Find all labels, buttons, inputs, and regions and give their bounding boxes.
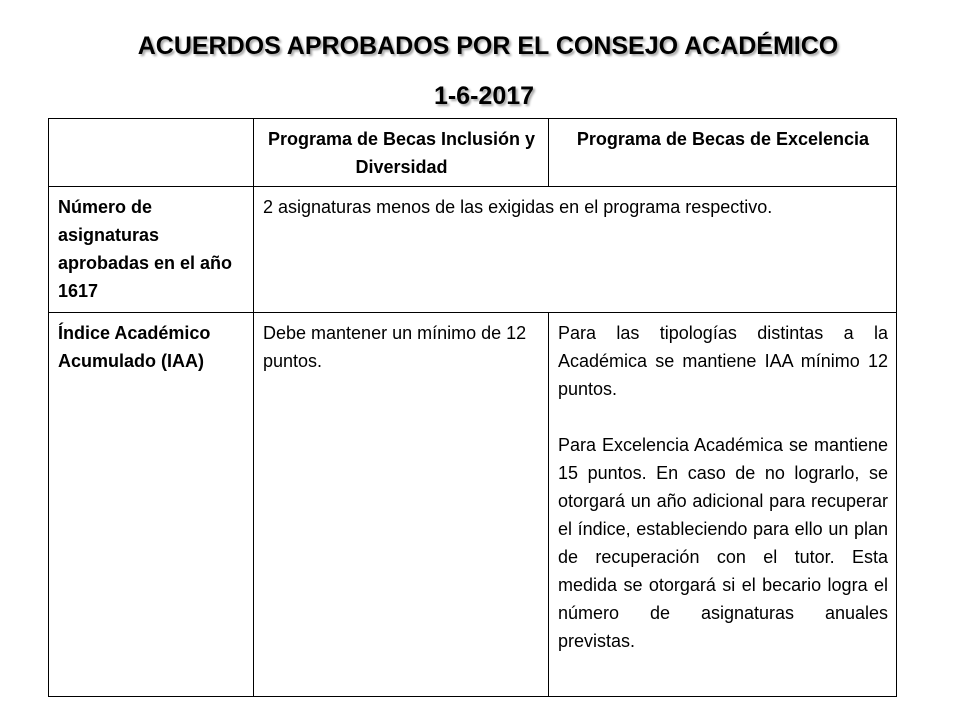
table-header-row xyxy=(49,119,897,187)
document-title: ACUERDOS APROBADOS POR EL CONSEJO ACADÉMICO xyxy=(137,32,839,60)
row-label-subjects: Número de asignaturas aprobadas en el año 1617 xyxy=(49,187,254,313)
document-date: 1-6-2017 xyxy=(433,82,535,110)
header-inclusion-program: Programa de Becas Inclusión y Diversidad xyxy=(254,119,549,187)
header-excellence-program: Programa de Becas de Excelencia xyxy=(549,119,897,187)
header-empty-cell xyxy=(49,119,254,187)
cell-iaa-excellence xyxy=(549,313,897,697)
iaa-excellence-paragraph-1: Para las tipologías distintas a la Académica se mantiene IAA mínimo 12 puntos. xyxy=(558,323,888,399)
agreements-table xyxy=(48,118,897,697)
cell-iaa-inclusion: Debe mantener un mínimo de 12 puntos. xyxy=(254,313,549,697)
table-row xyxy=(49,187,897,313)
table-row xyxy=(49,313,897,697)
iaa-excellence-paragraph-2: Para Excelencia Académica se mantiene 15 puntos. En caso de no lograrlo, se otorgará un año adicional para recuperar el índice, estableciendo para ello un plan de recuperación con el tutor. Esta medida se otorgará si el becario logra el número de asignaturas anuales previstas. xyxy=(558,435,888,651)
cell-subjects-both-programs: 2 asignaturas menos de las exigidas en el programa respectivo. xyxy=(254,187,897,313)
row-label-iaa: Índice Académico Acumulado (IAA) xyxy=(49,313,254,697)
